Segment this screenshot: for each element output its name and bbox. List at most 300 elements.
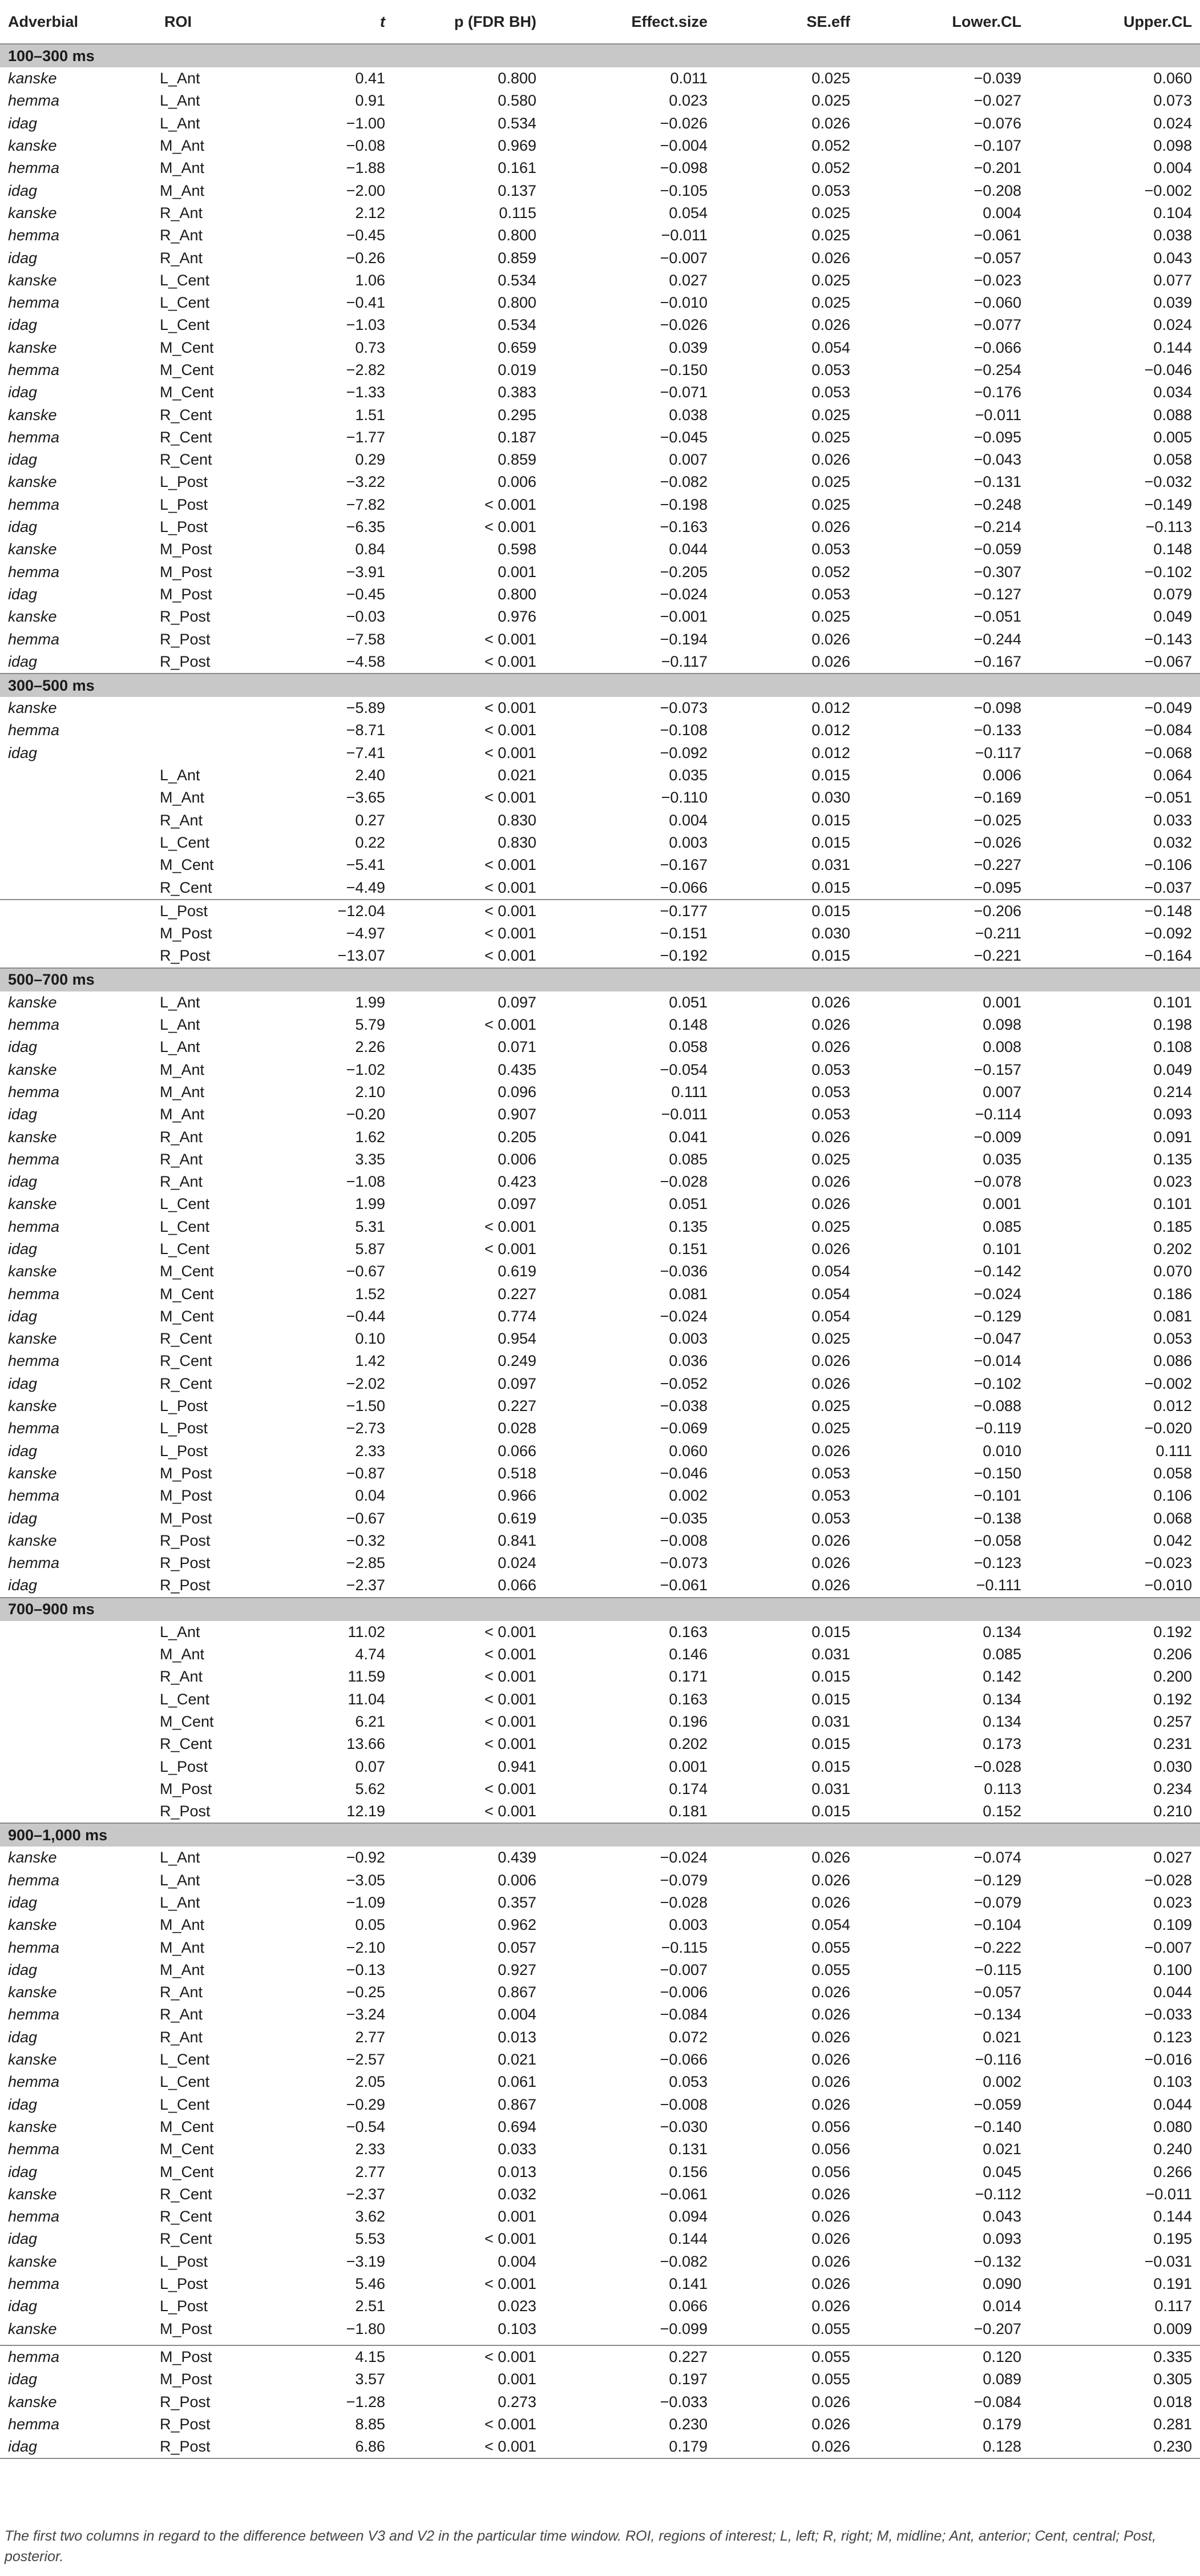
- cell-t: −1.00: [346, 114, 385, 132]
- cell-se-eff: 0.026: [811, 630, 850, 648]
- cell-upper-cl: 0.106: [1153, 1487, 1192, 1505]
- cell-se-eff: 0.015: [811, 947, 850, 965]
- cell-upper-cl: 0.044: [1153, 1984, 1192, 2001]
- cell-effect-size: 0.179: [544, 2436, 716, 2458]
- cell-se-eff: 0.015: [811, 1623, 850, 1640]
- cell-roi: L_Ant: [160, 70, 200, 87]
- cell-adverbial: hemma: [8, 227, 60, 244]
- cell-lower-cl: −0.117: [975, 744, 1021, 761]
- table-row: [0, 2160, 1200, 2183]
- cell-lower-cl: −0.047: [973, 1330, 1021, 1348]
- cell-t: −1.88: [346, 159, 385, 177]
- table-row: [0, 1621, 1200, 1643]
- cell-lower-cl: 0.090: [983, 2275, 1021, 2293]
- cell-se-eff: 0.025: [811, 92, 850, 110]
- cell-lower-cl: −0.138: [973, 1509, 1021, 1527]
- table-row: [0, 1959, 1200, 1981]
- cell-t: 0.41: [355, 70, 385, 87]
- cell-t: −2.00: [346, 182, 385, 199]
- cell-roi: R_Cent: [160, 1352, 212, 1370]
- cell-upper-cl: 0.079: [1153, 585, 1192, 603]
- cell-se-eff: 0.026: [811, 518, 850, 536]
- cell-adverbial: kanske: [8, 473, 57, 491]
- cell-lower-cl: −0.088: [973, 1397, 1021, 1415]
- cell-upper-cl: 0.230: [1029, 2436, 1200, 2458]
- cell-effect-size: −0.061: [660, 1577, 708, 1594]
- cell-lower-cl: 0.134: [983, 1712, 1021, 1730]
- cell-p: 0.969: [498, 137, 536, 155]
- cell-upper-cl: 0.100: [1153, 1961, 1192, 1978]
- cell-p: 0.066: [498, 1577, 536, 1594]
- cell-se-eff: 0.026: [811, 1531, 850, 1549]
- cell-t: 0.84: [355, 541, 385, 558]
- cell-t: 4.74: [355, 1646, 385, 1663]
- cell-p: 0.032: [498, 2185, 536, 2203]
- cell-t: 11.04: [348, 1690, 385, 1708]
- cell-lower-cl: 0.089: [983, 2371, 1021, 2388]
- cell-roi: [156, 697, 328, 719]
- cell-lower-cl: −0.074: [973, 1849, 1021, 1867]
- cell-lower-cl: 0.120: [858, 2345, 1029, 2368]
- cell-effect-size: 0.135: [669, 1218, 708, 1235]
- cell-adverbial: idag: [8, 1442, 38, 1460]
- table-row: [0, 1373, 1200, 1395]
- cell-roi: M_Cent: [160, 1285, 214, 1303]
- cell-se-eff: 0.054: [811, 1285, 850, 1303]
- table-row: [0, 719, 1200, 741]
- cell-se-eff: 0.026: [811, 2095, 850, 2113]
- table-row: [0, 538, 1200, 561]
- cell-p: < 0.001: [484, 1735, 536, 1753]
- table-row: [0, 1014, 1200, 1036]
- cell-lower-cl: −0.157: [973, 1061, 1021, 1078]
- cell-upper-cl: 0.033: [1153, 811, 1192, 829]
- cell-p: 0.619: [498, 1509, 536, 1527]
- table-row: [0, 1058, 1200, 1081]
- table-row: [0, 1283, 1200, 1305]
- cell-effect-size: −0.030: [660, 2118, 708, 2135]
- header-t: t: [328, 0, 393, 44]
- cell-p: < 0.001: [484, 518, 536, 536]
- cell-lower-cl: 0.045: [983, 2163, 1021, 2180]
- table-row: [0, 945, 1200, 967]
- cell-t: 1.99: [355, 1195, 385, 1213]
- cell-roi: L_Ant: [160, 1871, 200, 1889]
- table-row: [0, 628, 1200, 650]
- cell-t: −5.89: [346, 699, 385, 717]
- cell-se-eff: 0.026: [811, 1195, 850, 1213]
- cell-roi: M_Ant: [160, 159, 205, 177]
- cell-roi: L_Cent: [160, 1240, 210, 1257]
- cell-se-eff: 0.026: [811, 652, 850, 670]
- table-row: [0, 561, 1200, 583]
- table-row: [0, 247, 1200, 269]
- cell-adverbial: hemma: [8, 1487, 60, 1505]
- cell-roi: R_Cent: [160, 2185, 212, 2203]
- cell-roi: M_Post: [160, 541, 212, 558]
- cell-t: −0.45: [346, 585, 385, 603]
- table-row: [0, 2251, 1200, 2273]
- cell-upper-cl: −0.106: [1144, 856, 1192, 874]
- table-row: [0, 854, 1200, 876]
- cell-effect-size: 0.141: [669, 2275, 708, 2293]
- cell-lower-cl: −0.211: [975, 925, 1021, 942]
- cell-adverbial: [0, 945, 156, 967]
- cell-se-eff: 0.055: [811, 2371, 850, 2388]
- cell-lower-cl: 0.142: [983, 1668, 1021, 1686]
- cell-lower-cl: −0.222: [973, 1938, 1021, 1956]
- cell-t: −1.33: [346, 384, 385, 401]
- cell-adverbial: kanske: [8, 2185, 57, 2203]
- cell-t: −1.08: [346, 1173, 385, 1191]
- cell-p: 0.033: [498, 2140, 536, 2158]
- cell-roi: R_Post: [156, 2436, 328, 2458]
- cell-adverbial: idag: [8, 316, 38, 334]
- cell-adverbial: [0, 1800, 156, 1823]
- cell-lower-cl: 0.006: [983, 767, 1021, 784]
- cell-p: < 0.001: [484, 789, 536, 807]
- table-row: [0, 157, 1200, 179]
- cell-se-eff: 0.015: [716, 900, 858, 922]
- cell-se-eff: 0.054: [811, 338, 850, 356]
- cell-effect-size: −0.117: [661, 652, 708, 670]
- table-row: [0, 1417, 1200, 1440]
- cell-roi: L_Cent: [160, 1218, 210, 1235]
- cell-lower-cl: −0.084: [973, 2393, 1021, 2410]
- cell-adverbial: kanske: [8, 2320, 57, 2337]
- table-row: [0, 606, 1200, 628]
- cell-t: −13.07: [337, 947, 385, 965]
- cell-se-eff: 0.053: [811, 361, 850, 378]
- cell-roi: R_Post: [160, 652, 211, 670]
- cell-t: 5.53: [355, 2230, 385, 2248]
- cell-roi: L_Ant: [160, 1038, 200, 1056]
- cell-adverbial: idag: [8, 2230, 38, 2248]
- cell-lower-cl: −0.132: [973, 2252, 1021, 2270]
- cell-lower-cl: −0.227: [973, 856, 1021, 874]
- cell-roi: R_Ant: [160, 2006, 203, 2023]
- cell-p: < 0.001: [484, 699, 536, 717]
- cell-lower-cl: −0.214: [973, 518, 1021, 536]
- cell-lower-cl: −0.201: [973, 159, 1021, 177]
- cell-adverbial: hemma: [8, 495, 60, 513]
- cell-roi: L_Cent: [160, 2051, 210, 2069]
- table-row: [0, 1328, 1200, 1350]
- cell-t: −12.04: [328, 900, 393, 922]
- cell-t: 0.22: [355, 833, 385, 851]
- cell-lower-cl: −0.248: [973, 495, 1021, 513]
- cell-upper-cl: 0.192: [1153, 1623, 1192, 1640]
- cell-roi: R_Ant: [160, 1173, 203, 1191]
- cell-se-eff: 0.026: [811, 1038, 850, 1056]
- cell-se-eff: 0.025: [811, 294, 850, 312]
- cell-effect-size: 0.054: [669, 204, 708, 221]
- cell-t: −2.73: [346, 1420, 385, 1437]
- cell-p: 0.103: [498, 2320, 536, 2337]
- cell-adverbial: idag: [8, 518, 38, 536]
- cell-t: 8.85: [355, 2415, 385, 2433]
- cell-upper-cl: −0.149: [1144, 495, 1192, 513]
- cell-upper-cl: 0.023: [1153, 1894, 1192, 1911]
- cell-upper-cl: 0.214: [1153, 1083, 1192, 1100]
- cell-adverbial: idag: [8, 249, 38, 267]
- cell-se-eff: 0.025: [811, 406, 850, 424]
- cell-lower-cl: −0.059: [973, 541, 1021, 558]
- cell-se-eff: 0.026: [811, 993, 850, 1011]
- cell-adverbial: idag: [8, 2163, 38, 2180]
- cell-se-eff: 0.026: [811, 1240, 850, 1257]
- cell-effect-size: 0.202: [669, 1735, 708, 1753]
- cell-effect-size: 0.197: [669, 2371, 708, 2388]
- cell-se-eff: 0.056: [811, 2163, 850, 2180]
- cell-effect-size: 0.044: [669, 541, 708, 558]
- cell-upper-cl: 0.030: [1153, 1757, 1192, 1775]
- cell-effect-size: 0.131: [669, 2140, 708, 2158]
- cell-roi: M_Post: [160, 2371, 212, 2388]
- cell-roi: M_Post: [160, 1509, 212, 1527]
- cell-adverbial: hemma: [8, 563, 60, 580]
- cell-t: 5.87: [355, 1240, 385, 1257]
- cell-roi: M_Cent: [160, 856, 214, 874]
- cell-t: 2.40: [355, 767, 385, 784]
- cell-t: −2.02: [346, 1374, 385, 1392]
- cell-effect-size: 0.027: [669, 271, 708, 289]
- table-row: [0, 292, 1200, 314]
- cell-effect-size: −0.028: [660, 1894, 708, 1911]
- cell-upper-cl: 0.335: [1029, 2345, 1200, 2368]
- cell-t: 0.10: [355, 1330, 385, 1348]
- cell-lower-cl: 0.008: [983, 1038, 1021, 1056]
- cell-adverbial: kanske: [8, 70, 57, 87]
- cell-roi: R_Post: [160, 630, 211, 648]
- cell-upper-cl: 0.098: [1153, 137, 1192, 155]
- cell-adverbial: hemma: [8, 2006, 60, 2023]
- cell-se-eff: 0.015: [811, 1690, 850, 1708]
- cell-upper-cl: 0.104: [1153, 204, 1192, 221]
- cell-effect-size: −0.073: [660, 699, 708, 717]
- cell-t: 0.73: [355, 338, 385, 356]
- cell-se-eff: 0.053: [811, 585, 850, 603]
- cell-adverbial: idag: [8, 182, 38, 199]
- cell-se-eff: 0.054: [811, 1263, 850, 1280]
- section-title: 100–300 ms: [0, 44, 1200, 67]
- cell-roi: L_Post: [160, 2297, 208, 2315]
- cell-lower-cl: −0.176: [973, 384, 1021, 401]
- cell-lower-cl: −0.077: [973, 316, 1021, 334]
- cell-upper-cl: 0.043: [1153, 249, 1192, 267]
- cell-lower-cl: −0.066: [973, 338, 1021, 356]
- cell-adverbial: kanske: [8, 1263, 57, 1280]
- cell-effect-size: −0.024: [660, 1307, 708, 1325]
- cell-roi: L_Cent: [160, 2095, 210, 2113]
- cell-t: −0.29: [346, 2095, 385, 2113]
- cell-adverbial: hemma: [8, 2073, 60, 2091]
- cell-se-eff: 0.030: [811, 789, 850, 807]
- cell-upper-cl: −0.007: [1144, 1938, 1192, 1956]
- cell-upper-cl: 0.086: [1153, 1352, 1192, 1370]
- cell-t: 0.07: [355, 1757, 385, 1775]
- table-row: [0, 2368, 1200, 2390]
- cell-lower-cl: −0.023: [973, 271, 1021, 289]
- table-row: [0, 2345, 1200, 2368]
- cell-effect-size: −0.071: [660, 384, 708, 401]
- cell-se-eff: 0.026: [811, 1577, 850, 1594]
- cell-upper-cl: −0.102: [1144, 563, 1192, 580]
- cell-se-eff: 0.031: [811, 1712, 850, 1730]
- cell-roi: M_Ant: [160, 789, 205, 807]
- cell-roi: L_Cent: [160, 833, 210, 851]
- cell-p: 0.954: [498, 1330, 536, 1348]
- cell-adverbial: hemma: [8, 428, 60, 446]
- cell-se-eff: 0.026: [811, 316, 850, 334]
- cell-roi: R_Cent: [160, 406, 212, 424]
- cell-upper-cl: 0.281: [1153, 2415, 1192, 2433]
- cell-roi: R_Post: [160, 1531, 211, 1549]
- cell-upper-cl: 0.012: [1153, 1397, 1192, 1415]
- cell-adverbial: [0, 1755, 156, 1777]
- cell-p: < 0.001: [484, 1623, 536, 1640]
- table-row: [0, 1193, 1200, 1215]
- cell-roi: L_Ant: [160, 1894, 200, 1911]
- cell-upper-cl: 0.257: [1153, 1712, 1192, 1730]
- cell-upper-cl: 0.117: [1154, 2297, 1192, 2315]
- cell-upper-cl: 0.058: [1153, 1464, 1192, 1482]
- cell-p: 0.249: [498, 1352, 536, 1370]
- cell-roi: M_Cent: [160, 2118, 214, 2135]
- cell-se-eff: 0.025: [811, 227, 850, 244]
- cell-effect-size: −0.163: [660, 518, 708, 536]
- table-row: [0, 1216, 1200, 1238]
- cell-adverbial: [0, 832, 156, 854]
- cell-effect-size: −0.092: [660, 744, 708, 761]
- cell-effect-size: −0.099: [660, 2320, 708, 2337]
- cell-p: 0.619: [498, 1263, 536, 1280]
- cell-lower-cl: −0.112: [975, 2185, 1021, 2203]
- cell-effect-size: 0.227: [544, 2345, 716, 2368]
- cell-lower-cl: −0.116: [975, 2051, 1021, 2069]
- cell-adverbial: idag: [8, 1307, 38, 1325]
- cell-t: −0.45: [346, 227, 385, 244]
- cell-adverbial: idag: [8, 652, 38, 670]
- table-row: [0, 269, 1200, 292]
- cell-upper-cl: 0.144: [1153, 2208, 1192, 2226]
- cell-t: 13.66: [346, 1735, 385, 1753]
- cell-upper-cl: 0.070: [1153, 1263, 1192, 1280]
- cell-effect-size: 0.023: [669, 92, 708, 110]
- cell-effect-size: 0.038: [669, 406, 708, 424]
- section-header-row: [0, 44, 1200, 67]
- cell-t: −1.80: [346, 2320, 385, 2337]
- cell-effect-size: −0.115: [661, 1938, 708, 1956]
- cell-t: −2.82: [346, 361, 385, 378]
- cell-lower-cl: −0.134: [973, 2006, 1021, 2023]
- cell-adverbial: kanske: [8, 271, 57, 289]
- cell-t: −3.91: [346, 563, 385, 580]
- section-title: 300–500 ms: [0, 674, 1200, 697]
- cell-t: −2.37: [346, 1577, 385, 1594]
- cell-t: 3.35: [355, 1150, 385, 1168]
- cell-effect-size: −0.008: [660, 2095, 708, 2113]
- cell-roi: M_Cent: [160, 2163, 214, 2180]
- cell-roi: M_Post: [156, 2345, 328, 2368]
- cell-effect-size: −0.008: [660, 1531, 708, 1549]
- cell-lower-cl: 0.179: [983, 2415, 1021, 2433]
- cell-se-eff: 0.015: [811, 767, 850, 784]
- cell-adverbial: kanske: [8, 2118, 57, 2135]
- cell-se-eff: 0.026: [811, 1849, 850, 1867]
- table-row: [0, 1260, 1200, 1283]
- cell-effect-size: −0.167: [660, 856, 708, 874]
- cell-upper-cl: 0.091: [1153, 1128, 1192, 1146]
- cell-effect-size: −0.004: [660, 137, 708, 155]
- table-row: [0, 1238, 1200, 1260]
- section-title: 700–900 ms: [0, 1598, 1200, 1621]
- cell-adverbial: idag: [8, 451, 38, 469]
- cell-adverbial: idag: [8, 585, 38, 603]
- cell-roi: M_Cent: [160, 1712, 214, 1730]
- cell-effect-size: −0.198: [660, 495, 708, 513]
- cell-p: < 0.001: [484, 1016, 536, 1034]
- cell-adverbial: [0, 1666, 156, 1688]
- cell-effect-size: 0.163: [669, 1690, 708, 1708]
- cell-t: −5.41: [346, 856, 385, 874]
- cell-roi: R_Ant: [160, 2028, 203, 2046]
- cell-effect-size: −0.024: [660, 1849, 708, 1867]
- cell-se-eff: 0.026: [811, 2073, 850, 2091]
- cell-p: < 0.001: [484, 721, 536, 739]
- cell-t: −3.19: [346, 2252, 385, 2270]
- cell-adverbial: kanske: [8, 1849, 57, 1867]
- cell-p: < 0.001: [484, 1803, 536, 1820]
- header-se-eff: SE.eff: [716, 0, 858, 44]
- cell-lower-cl: −0.206: [858, 900, 1029, 922]
- table-row: [0, 2071, 1200, 2093]
- cell-p: 0.907: [498, 1106, 536, 1123]
- cell-lower-cl: −0.028: [973, 1757, 1021, 1775]
- cell-se-eff: 0.015: [811, 1803, 850, 1820]
- table-row: [0, 651, 1200, 674]
- cell-upper-cl: 0.032: [1153, 833, 1192, 851]
- table-row: [0, 991, 1200, 1014]
- cell-p: 0.439: [498, 1849, 536, 1867]
- cell-upper-cl: 0.192: [1153, 1690, 1192, 1708]
- cell-se-eff: 0.015: [811, 1757, 850, 1775]
- table-row: [0, 2094, 1200, 2116]
- cell-se-eff: 0.025: [811, 70, 850, 87]
- table-row: [0, 2049, 1200, 2071]
- cell-t: 3.57: [355, 2371, 385, 2388]
- cell-lower-cl: −0.129: [973, 1307, 1021, 1325]
- cell-effect-size: 0.111: [671, 1083, 708, 1100]
- cell-p: 0.115: [499, 204, 536, 221]
- cell-se-eff: 0.052: [811, 563, 850, 580]
- table-row: [0, 1892, 1200, 1914]
- section-header-row: [0, 674, 1200, 697]
- table-row: [0, 2413, 1200, 2436]
- cell-se-eff: 0.054: [811, 1916, 850, 1934]
- cell-se-eff: 0.026: [811, 1352, 850, 1370]
- cell-adverbial: [0, 876, 156, 899]
- cell-effect-size: 0.085: [669, 1150, 708, 1168]
- cell-effect-size: −0.007: [660, 249, 708, 267]
- cell-adverbial: hemma: [8, 1083, 60, 1100]
- table-row: [0, 2026, 1200, 2049]
- cell-t: 2.26: [355, 1038, 385, 1056]
- section-header-row: [0, 1598, 1200, 1621]
- cell-lower-cl: −0.167: [973, 652, 1021, 670]
- cell-roi: R_Ant: [160, 1128, 203, 1146]
- table-row: [0, 112, 1200, 135]
